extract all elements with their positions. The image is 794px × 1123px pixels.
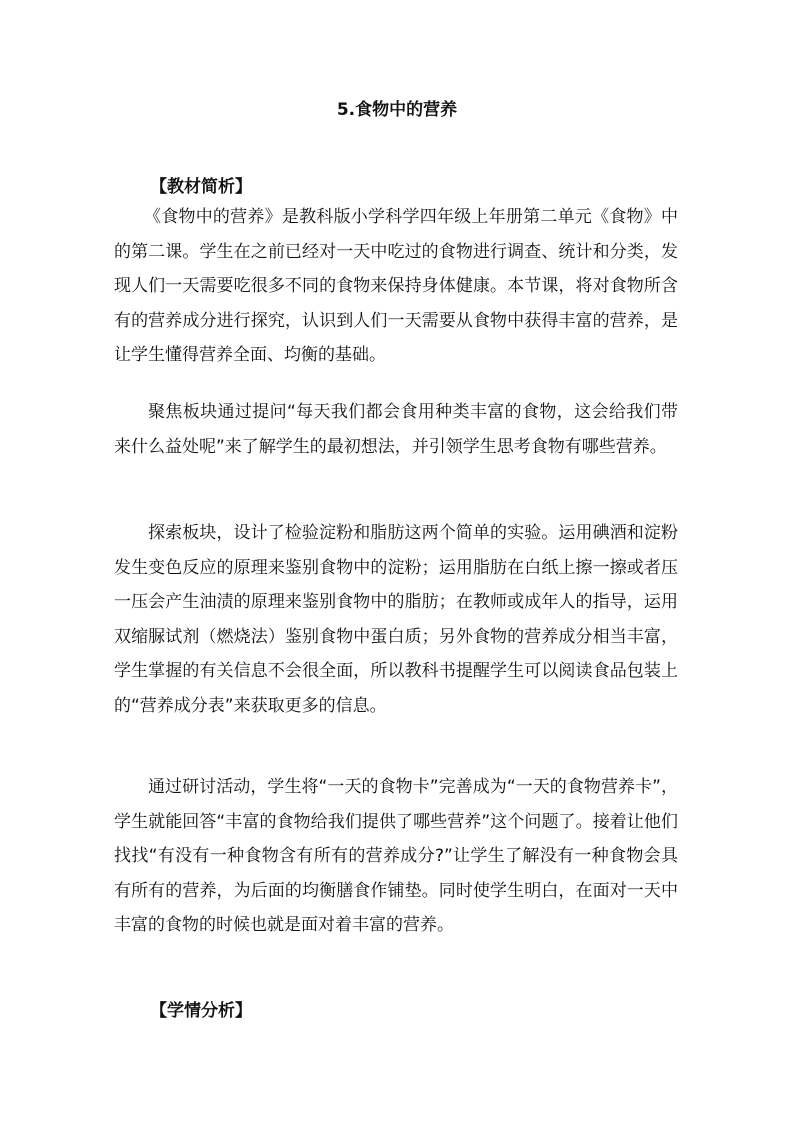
paragraph-explore: 探索板块，设计了检验淀粉和脂肪这两个简单的实验。运用碘酒和淀粉发生变色反应的原理来鉴别食物中的淀粉；运用脂肪在白纸上擦一擦或者压一压会产生油渍的原理来鉴别食物中的脂肪；在教师或成年人的指导，运用双缩脲试剂（燃烧法）鉴别食物中蛋白质；另外食物的营养成分相当丰富，学生掌握的有关信息不会很全面，所以教科书提醒学生可以阅读食品包装上的“营养成分表”来获取更多的信息。 (114, 523, 678, 716)
paragraph-discussion: 通过研讨活动，学生将“一天的食物卡”完善成为“一天的食物营养卡”，学生就能回答“丰富的食物给我们提供了哪些营养”这个问题了。接着让他们找找“有没有一种食物含有所有的营养成分?”让学生了解没有一种食物会具有所有的营养，为后面的均衡膳食作铺垫。同时使学生明白，在面对一天中丰富的食物的时候也就是面对着丰富的营养。 (114, 777, 678, 935)
paragraph-focus: 聚焦板块通过提问“每天我们都会食用种类丰富的食物，这会给我们带来什么益处呢”来了解学生的最初想法，并引领学生思考食物有哪些营养。 (114, 402, 678, 457)
document-title: 5.食物中的营养 (336, 100, 458, 120)
paragraph-intro: 《食物中的营养》是教科版小学科学四年级上年册第二单元《食物》中的第二课。学生在之前已经对一天中吃过的食物进行调查、统计和分类，发现人们一天需要吃很多不同的食物来保持身体健康。本节课，将对食物所含有的营养成分进行探究，认识到人们一天需要从食物中获得丰富的营养，是让学生懂得营养全面、均衡的基础。 (114, 207, 678, 365)
section-heading-learner-analysis: 【学情分析】 (150, 1001, 252, 1021)
section-heading-textbook-analysis: 【教材简析】 (150, 177, 252, 197)
